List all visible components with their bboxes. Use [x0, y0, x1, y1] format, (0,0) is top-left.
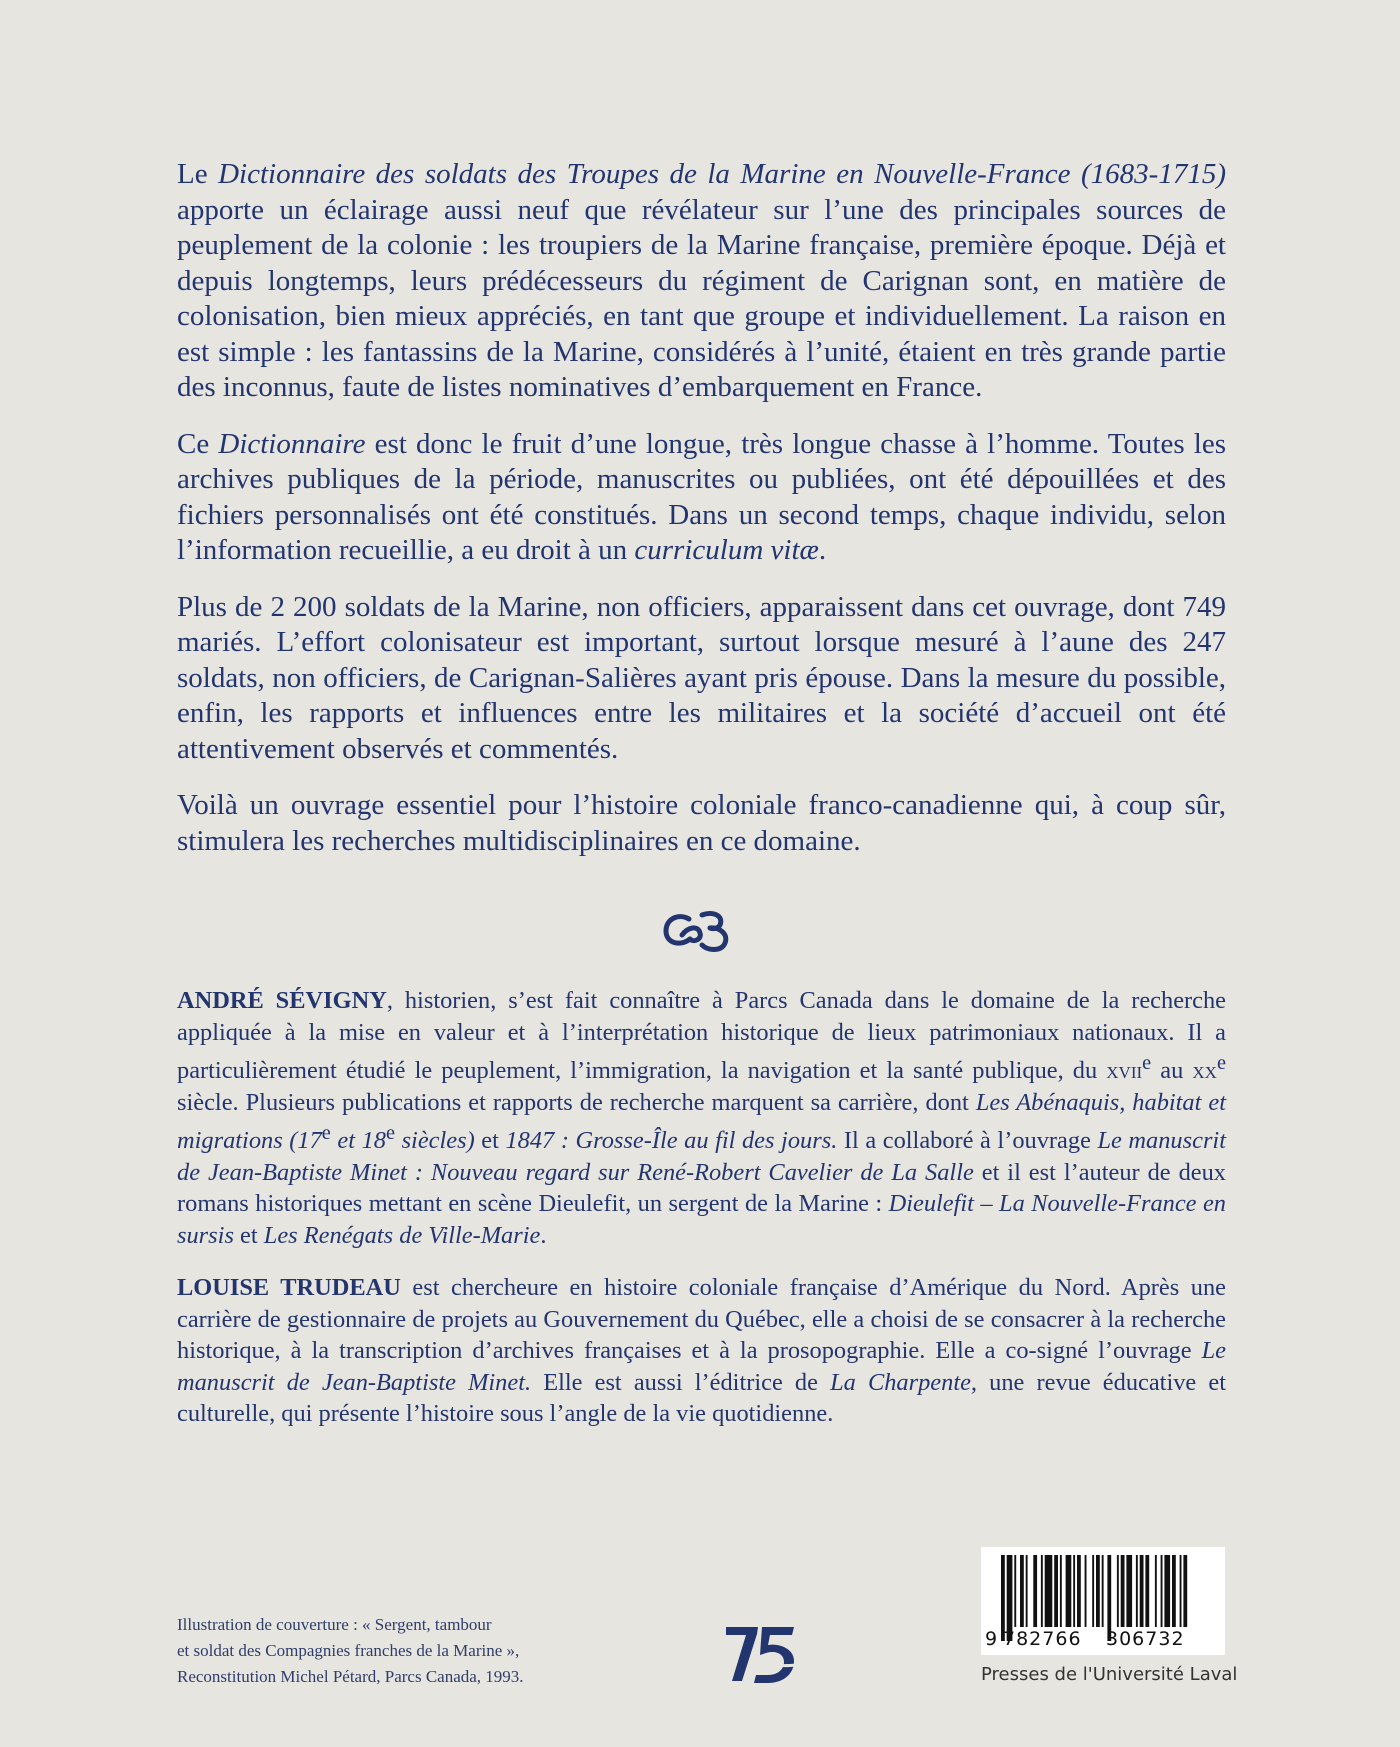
magazine-title: La Charpente, [830, 1368, 978, 1396]
barcode-bar [1085, 1555, 1087, 1627]
barcode-bar [1183, 1555, 1187, 1627]
credit-line: Illustration de couverture : « Sergent, tambour [177, 1615, 492, 1634]
barcode-bar [1096, 1555, 1100, 1627]
book-title: Dieulefit – La Nouvelle-France en sursis [177, 1190, 1226, 1249]
cover-illustration-credit [177, 1612, 617, 1690]
book-summary [177, 157, 1226, 859]
summary-paragraph-1 [177, 157, 1226, 406]
book-title: Le manuscrit de Jean-Baptiste Minet : Nouveau regard sur René-Robert Cavelier de La Salle [177, 1127, 1226, 1186]
barcode-bar [1164, 1555, 1170, 1627]
barcode-bar [1140, 1555, 1144, 1627]
ordinal-suffix: e [385, 1122, 395, 1145]
ordinal-suffix: e [1216, 1052, 1226, 1074]
book-title: Le manuscrit de Jean-Baptiste Minet. [177, 1337, 1226, 1396]
barcode-bar [1161, 1555, 1163, 1627]
bio-text: et [474, 1127, 506, 1155]
credit-line: et soldat des Compagnies franches de la Marine », [177, 1641, 520, 1660]
barcode-bar [1180, 1555, 1182, 1627]
book-title-short: Dictionnaire [218, 427, 366, 460]
barcode-bar [1126, 1555, 1132, 1627]
bio-text: et [233, 1221, 264, 1249]
summary-paragraph-2 [177, 427, 1226, 569]
barcode-bar [1136, 1555, 1138, 1627]
barcode-bar [1155, 1555, 1157, 1627]
summary-text: apporte un éclairage aussi neuf que révélateur sur l’une des principales sources de peuplement de la colonie : les troupiers de la Marine française, première époque. Déjà et depuis longtemps, leurs prédécesseurs du régiment de Carignan sont, en matière de colonisation, bien mieux appréciés, en tant que groupe et individuellement. La raison en est simple : les fantassins de la Marine, considérés à l’unité, étaient en très grande partie des inconnus, faute de listes nominatives d’embarquement en France. [177, 193, 1226, 403]
summary-text: . [818, 534, 827, 566]
barcode-bar [1033, 1555, 1037, 1627]
isbn-group-1: 782766 [1003, 1628, 1082, 1650]
bio-text: au [1151, 1057, 1193, 1085]
bio-andre-sevigny [177, 985, 1226, 1251]
ordinal-suffix: e [321, 1122, 331, 1145]
author-name: LOUISE TRUDEAU [177, 1274, 401, 1302]
century-numeral: xvii [1106, 1057, 1143, 1085]
book-title: Les Abénaquis, habitat et migrations (17 [177, 1088, 1226, 1155]
book-title: Les Renégats de Ville-Marie [263, 1221, 541, 1249]
bio-text: siècle. Plusieurs publications et rapports de recherche marquent sa carrière, dont [177, 1088, 976, 1116]
book-title: siècles) [395, 1127, 475, 1155]
bio-text: Elle est aussi l’éditrice de [531, 1368, 831, 1396]
summary-text: Ce [177, 427, 219, 460]
book-title: 1847 : Grosse-Île au fil des jours. [505, 1127, 838, 1155]
barcode-bar [1073, 1555, 1075, 1627]
barcode-bar [1117, 1555, 1119, 1627]
barcode-bar [1026, 1555, 1028, 1627]
barcode-bar [1145, 1555, 1149, 1627]
book-title: et 18 [330, 1127, 386, 1155]
bio-louise-trudeau [177, 1272, 1226, 1430]
fleuron-ornament-icon [658, 905, 738, 955]
summary-text: Le [177, 158, 219, 190]
isbn-group-2: 306732 [1106, 1628, 1185, 1650]
credit-line: Reconstitution Michel Pétard, Parcs Canada, 1993. [177, 1667, 524, 1686]
bio-text: . [540, 1221, 547, 1249]
book-title: Dictionnaire des soldats des Troupes de la Marine en Nouvelle-France (1683-1715) [218, 158, 1226, 190]
barcode-bar [1092, 1555, 1094, 1627]
barcode-bar [1020, 1555, 1024, 1627]
summary-text: est donc le fruit d’une longue, très longue chasse à l’homme. Toutes les archives publiques de la période, manuscrites ou publiées, ont été dépouillées et des fichiers personnalisés ont été constitués. Dans un second temps, chaque individu, selon l’information recueillie, a eu droit à un [177, 427, 1226, 566]
barcode-bar [1077, 1555, 1081, 1627]
century-numeral: xx [1192, 1057, 1217, 1085]
isbn-lead-digit: 9 [985, 1628, 999, 1650]
barcode-bar [1014, 1555, 1016, 1627]
barcode-bar [1102, 1555, 1104, 1627]
barcode-bar [1121, 1555, 1125, 1627]
barcode-bar [1045, 1555, 1053, 1627]
bio-text: et il est l’auteur de deux romans historiques mettant en scène Dieulefit, un sergent de la Marine : [177, 1158, 1226, 1218]
bio-text: est chercheure en histoire coloniale française d’Amérique du Nord. Après une carrière de gestionnaire de projets au Gouvernement du Québec, elle a choisi de se consacrer à la recherche historique, à la transcription d’archives françaises et à la prosopographie. Elle a co-signé l’ouvrage [177, 1274, 1226, 1365]
barcode-bar [1054, 1555, 1058, 1627]
author-name: ANDRÉ SÉVIGNY [177, 987, 387, 1014]
summary-paragraph-3: Plus de 2 200 soldats de la Marine, non officiers, apparaissent dans cet ouvrage, dont 749 mariés. L’effort colonisateur est important, surtout lorsque mesuré à l’aune des 247 soldats, non officiers, de Carignan-Salières ayant pris épouse. Dans la mesure du possible, enfin, les rapports et influences entre les militaires et la société d’accueil ont été attentivement observés et commentés. [177, 590, 1226, 765]
isbn-barcode [981, 1547, 1225, 1655]
barcode-bar [1060, 1555, 1062, 1627]
summary-paragraph-4: Voilà un ouvrage essentiel pour l’histoire coloniale franco-canadienne qui, à coup sûr, stimulera les recherches multidisciplinaires en ce domaine. [177, 789, 1226, 857]
barcode-bar [1066, 1555, 1072, 1627]
barcode-bar [1041, 1555, 1043, 1627]
bio-text: , historien, s’est fait connaître à Parcs Canada dans le domaine de la recherche appliquée à la mise en valeur et à l’interprétation historique de lieux patrimoniaux nationaux. Il a particulièrement étudié le peuplement, l’immigration, la navigation et la santé publique, du [177, 987, 1226, 1085]
bio-text: une revue éducative et culturelle, qui présente l’histoire sous l’angle de la vie quotidienne. [177, 1368, 1226, 1428]
author-bios [177, 985, 1226, 1451]
anniversary-75-logo-icon [724, 1623, 798, 1685]
barcode-bar [1172, 1555, 1176, 1627]
bio-text: Il a collaboré à l’ouvrage [837, 1127, 1098, 1155]
latin-term: curriculum vitæ [634, 534, 819, 566]
ordinal-suffix: e [1142, 1052, 1152, 1074]
publisher-name: Presses de l'Université Laval [981, 1664, 1238, 1685]
